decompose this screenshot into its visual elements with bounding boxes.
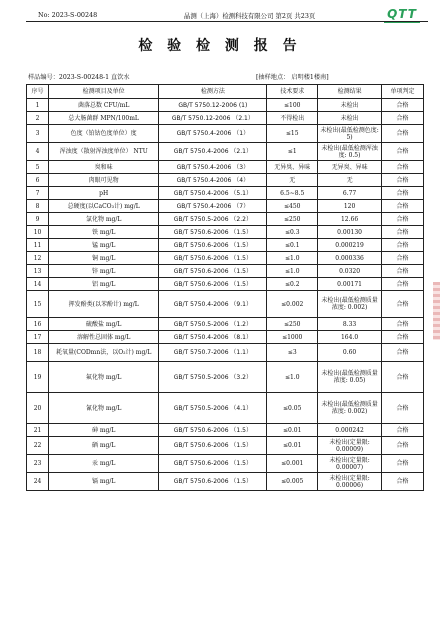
table-row: [27, 187, 424, 200]
cell-no: 5: [27, 161, 49, 174]
cell-item: 肉眼可见物: [49, 174, 159, 187]
cell-verdict: 合格: [382, 331, 424, 344]
cell-result: 0.000219: [318, 239, 382, 252]
cell-method: GB/T 5750.6-2006 （1.5）: [159, 424, 267, 437]
cell-method: GB/T 5750.6-2006 （1.5）: [159, 473, 267, 491]
cell-result: 无: [318, 174, 382, 187]
cell-verdict: 合格: [382, 125, 424, 143]
cell-no: 17: [27, 331, 49, 344]
col-header-item: 检测项目及单位: [49, 85, 159, 99]
table-row: [27, 473, 424, 491]
cell-result: 未检出(最低检测浑浊度: 0.5): [318, 143, 382, 161]
cell-item: 色度（铂钴色度单位）度: [49, 125, 159, 143]
cell-requirement: ≤0.002: [267, 291, 318, 318]
cell-no: 4: [27, 143, 49, 161]
cell-requirement: ≤1.0: [267, 252, 318, 265]
col-header-result: 检测结果: [318, 85, 382, 99]
cell-requirement: ≤0.1: [267, 239, 318, 252]
cell-method: GB/T 5750.4-2006 （9.1）: [159, 291, 267, 318]
cell-verdict: 合格: [382, 393, 424, 424]
cell-verdict: 合格: [382, 226, 424, 239]
cell-requirement: ≤0.005: [267, 473, 318, 491]
cell-requirement: 不得检出: [267, 112, 318, 125]
cell-requirement: ≤1000: [267, 331, 318, 344]
cell-verdict: 合格: [382, 265, 424, 278]
cell-verdict: 合格: [382, 143, 424, 161]
cell-requirement: ≤0.2: [267, 278, 318, 291]
cell-result: 12.66: [318, 213, 382, 226]
cell-item: 铁 mg/L: [49, 226, 159, 239]
cell-method: GB/T 5750.4-2006 （1）: [159, 125, 267, 143]
cell-result: 0.000336: [318, 252, 382, 265]
cell-method: GB/T 5750.6-2006 （1.5）: [159, 239, 267, 252]
table-row: [27, 174, 424, 187]
cell-verdict: 合格: [382, 291, 424, 318]
table-row: [27, 437, 424, 455]
table-row: [27, 226, 424, 239]
cell-item: 挥发酚类(以苯酚计) mg/L: [49, 291, 159, 318]
cell-no: 14: [27, 278, 49, 291]
cell-result: 未检出(最低检测质量浓度: 0.05): [318, 362, 382, 393]
logo-text: QTT: [387, 7, 417, 21]
cell-item: 耗氧量(CODmn法，以O₂计) mg/L: [49, 344, 159, 362]
cell-verdict: 合格: [382, 252, 424, 265]
sampling-site: [抽样地点： 启明楼1楼南]: [256, 74, 329, 81]
cell-requirement: ≤0.001: [267, 455, 318, 473]
cell-result: 未检出(定量限: 0.00006): [318, 473, 382, 491]
page-header: [24, 7, 428, 27]
cell-result: 未检出(最低检测色度: 5): [318, 125, 382, 143]
cell-verdict: 合格: [382, 99, 424, 112]
cell-result: 0.00171: [318, 278, 382, 291]
cell-method: GB/T 5750.12-2006 （2.1）: [159, 112, 267, 125]
cell-verdict: 合格: [382, 174, 424, 187]
table-row: [27, 331, 424, 344]
cell-result: 无异臭、异味: [318, 161, 382, 174]
cell-no: 13: [27, 265, 49, 278]
cell-no: 15: [27, 291, 49, 318]
cell-method: GB/T 5750.6-2006 （1.5）: [159, 437, 267, 455]
cell-requirement: ≤100: [267, 99, 318, 112]
table-row: [27, 344, 424, 362]
cell-result: 未检出: [318, 112, 382, 125]
cell-result: 0.60: [318, 344, 382, 362]
cell-no: 20: [27, 393, 49, 424]
results-table: [26, 84, 424, 491]
cell-method: GB/T 5750.5-2006 （4.1）: [159, 393, 267, 424]
cell-verdict: 合格: [382, 161, 424, 174]
cell-method: GB/T 5750.5-2006 （1.2）: [159, 318, 267, 331]
cell-item: 总大肠菌群 MPN/100mL: [49, 112, 159, 125]
cell-item: 浑浊度（散射浑浊度单位） NTU: [49, 143, 159, 161]
cell-verdict: 合格: [382, 239, 424, 252]
cell-result: 0.000242: [318, 424, 382, 437]
cell-no: 16: [27, 318, 49, 331]
cell-method: GB/T 5750.4-2006 （2.1）: [159, 143, 267, 161]
table-row: [27, 200, 424, 213]
cell-method: GB/T 5750.6-2006 （1.5）: [159, 265, 267, 278]
cell-item: 硫酸盐 mg/L: [49, 318, 159, 331]
cell-requirement: ≤0.01: [267, 424, 318, 437]
cell-requirement: ≤450: [267, 200, 318, 213]
cell-no: 24: [27, 473, 49, 491]
cell-requirement: 无异臭、异味: [267, 161, 318, 174]
col-header-method: 检测方法: [159, 85, 267, 99]
cell-method: GB/T 5750.5-2006 （2.2）: [159, 213, 267, 226]
table-header-row: [27, 85, 424, 99]
cell-item: 氯化物 mg/L: [49, 213, 159, 226]
cell-method: GB/T 5750.6-2006 （1.5）: [159, 455, 267, 473]
cell-result: 未检出(定量限: 0.00009): [318, 437, 382, 455]
col-header-requirement: 技术要求: [267, 85, 318, 99]
cell-method: GB/T 5750.4-2006 （4）: [159, 174, 267, 187]
cell-item: 总硬度(以CaCO₃计) mg/L: [49, 200, 159, 213]
cell-no: 9: [27, 213, 49, 226]
cell-item: 砷 mg/L: [49, 424, 159, 437]
cell-method: GB/T 5750.4-2006 （5.1）: [159, 187, 267, 200]
seal-stamp: [433, 282, 440, 340]
table-row: [27, 143, 424, 161]
cell-result: 164.0: [318, 331, 382, 344]
cell-no: 1: [27, 99, 49, 112]
cell-verdict: 合格: [382, 424, 424, 437]
cell-item: 氟化物 mg/L: [49, 362, 159, 393]
table-row: [27, 265, 424, 278]
cell-no: 21: [27, 424, 49, 437]
cell-item: 铝 mg/L: [49, 278, 159, 291]
cell-verdict: 合格: [382, 318, 424, 331]
cell-result: 0.0320: [318, 265, 382, 278]
company-logo: [382, 7, 422, 25]
cell-result: 8.33: [318, 318, 382, 331]
report-number: No: 2023-S-00248: [38, 11, 98, 19]
cell-method: GB/T 5750.4-2006 （3）: [159, 161, 267, 174]
cell-no: 22: [27, 437, 49, 455]
cell-no: 2: [27, 112, 49, 125]
table-row: [27, 291, 424, 318]
cell-item: 锌 mg/L: [49, 265, 159, 278]
cell-verdict: 合格: [382, 344, 424, 362]
cell-item: 硒 mg/L: [49, 437, 159, 455]
cell-item: 菌落总数 CFU/mL: [49, 99, 159, 112]
cell-method: GB/T 5750.4-2006 （8.1）: [159, 331, 267, 344]
cell-method: GB/T 5750.4-2006 （7）: [159, 200, 267, 213]
cell-method: GB/T 5750.6-2006 （1.5）: [159, 226, 267, 239]
cell-verdict: 合格: [382, 473, 424, 491]
cell-requirement: 6.5~8.5: [267, 187, 318, 200]
cell-no: 3: [27, 125, 49, 143]
cell-verdict: 合格: [382, 200, 424, 213]
table-row: [27, 393, 424, 424]
sample-number: 样品编号：2023-S-00248-1 直饮水: [28, 74, 130, 81]
table-row: [27, 318, 424, 331]
table-row: [27, 252, 424, 265]
cell-method: GB/T 5750.6-2006 （1.5）: [159, 278, 267, 291]
cell-verdict: 合格: [382, 362, 424, 393]
cell-verdict: 合格: [382, 213, 424, 226]
cell-no: 11: [27, 239, 49, 252]
cell-requirement: ≤0.05: [267, 393, 318, 424]
cell-item: 锰 mg/L: [49, 239, 159, 252]
cell-verdict: 合格: [382, 112, 424, 125]
cell-item: 氰化物 mg/L: [49, 393, 159, 424]
cell-item: 汞 mg/L: [49, 455, 159, 473]
cell-item: 臭和味: [49, 161, 159, 174]
cell-requirement: ≤0.01: [267, 437, 318, 455]
cell-result: 未检出(最低检测质量浓度: 0.002): [318, 291, 382, 318]
cell-result: 120: [318, 200, 382, 213]
cell-requirement: ≤250: [267, 213, 318, 226]
table-row: [27, 112, 424, 125]
cell-verdict: 合格: [382, 278, 424, 291]
cell-verdict: 合格: [382, 187, 424, 200]
table-row: [27, 161, 424, 174]
cell-requirement: ≤1.0: [267, 362, 318, 393]
cell-item: pH: [49, 187, 159, 200]
cell-no: 19: [27, 362, 49, 393]
page-title: 检 验 检 测 报 告: [138, 38, 302, 54]
cell-requirement: 无: [267, 174, 318, 187]
cell-method: GB/T 5750.6-2006 （1.5）: [159, 252, 267, 265]
header-rule: [26, 21, 428, 22]
cell-method: GB/T 5750.12-2006 (1): [159, 99, 267, 112]
cell-verdict: 合格: [382, 437, 424, 455]
table-row: [27, 424, 424, 437]
cell-item: 溶解性总固体 mg/L: [49, 331, 159, 344]
cell-requirement: ≤15: [267, 125, 318, 143]
table-row: [27, 455, 424, 473]
cell-requirement: ≤1.0: [267, 265, 318, 278]
cell-item: 铜 mg/L: [49, 252, 159, 265]
cell-requirement: ≤1: [267, 143, 318, 161]
cell-no: 7: [27, 187, 49, 200]
col-header-verdict: 单项判定: [382, 85, 424, 99]
table-row: [27, 125, 424, 143]
cell-result: 未检出(定量限: 0.00007): [318, 455, 382, 473]
cell-no: 8: [27, 200, 49, 213]
col-header-no: 序号: [27, 85, 49, 99]
cell-result: 0.00130: [318, 226, 382, 239]
cell-item: 镉 mg/L: [49, 473, 159, 491]
table-row: [27, 99, 424, 112]
table-row: [27, 278, 424, 291]
table-row: [27, 239, 424, 252]
cell-method: GB/T 5750.5-2006 （3.2）: [159, 362, 267, 393]
cell-requirement: ≤0.3: [267, 226, 318, 239]
cell-no: 6: [27, 174, 49, 187]
table-row: [27, 213, 424, 226]
cell-result: 未检出(最低检测质量浓度: 0.002): [318, 393, 382, 424]
cell-no: 12: [27, 252, 49, 265]
cell-no: 18: [27, 344, 49, 362]
cell-no: 10: [27, 226, 49, 239]
cell-no: 23: [27, 455, 49, 473]
cell-method: GB/T 5750.7-2006 （1.1）: [159, 344, 267, 362]
cell-result: 6.77: [318, 187, 382, 200]
cell-requirement: ≤3: [267, 344, 318, 362]
table-row: [27, 362, 424, 393]
organization-pagination: 晶测（上海）检测科技有限公司 第2页 共23页: [184, 12, 316, 20]
cell-result: 未检出: [318, 99, 382, 112]
cell-verdict: 合格: [382, 455, 424, 473]
cell-requirement: ≤250: [267, 318, 318, 331]
